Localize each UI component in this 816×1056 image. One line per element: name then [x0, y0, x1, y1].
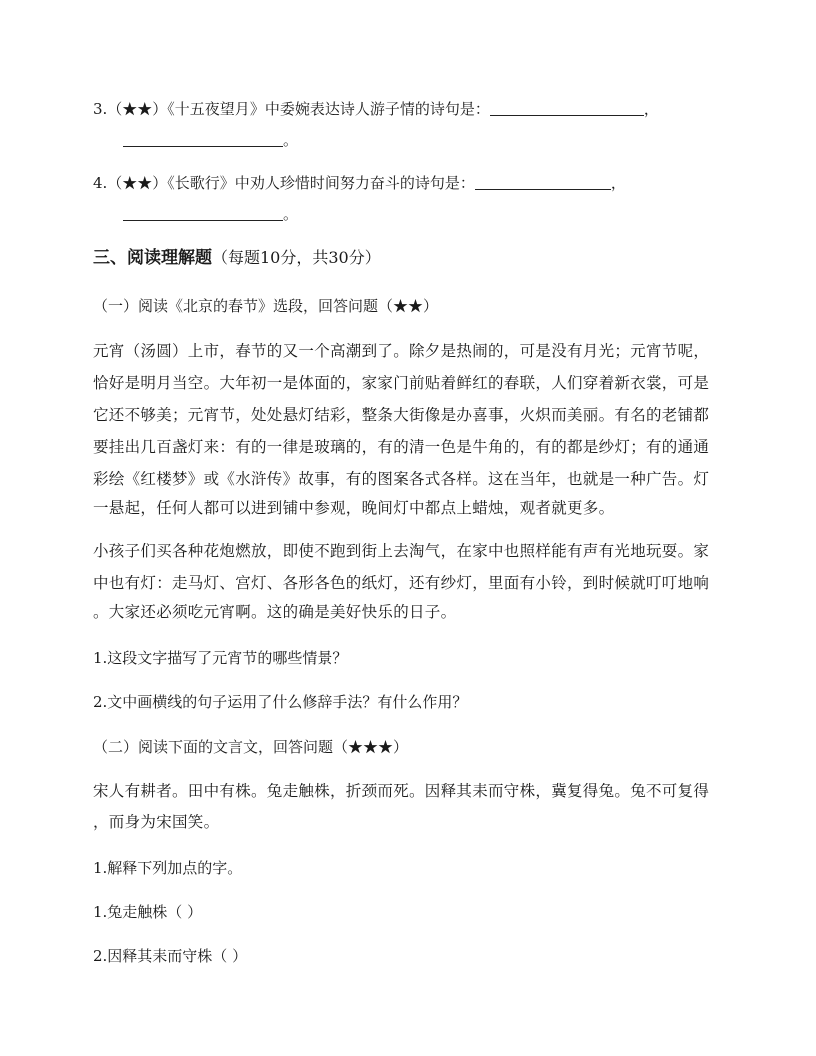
question-item: 2.文中画横线的句子运用了什么修辞手法？有什么作用？	[93, 693, 468, 711]
passage-line: 一悬起，任何人都可以进到铺中参观，晚间灯中都点上蜡烛，观者就更多。	[93, 499, 615, 517]
answer-blank[interactable]	[123, 206, 283, 221]
separator: ，	[610, 174, 626, 192]
passage-line: 。大家还必须吃元宵啊。这的确是美好快乐的日子。	[93, 603, 457, 621]
section-subtitle: （每题10分，共30分）	[212, 248, 381, 267]
passage-line: 宋人有耕者。田中有株。兔走触株，折颈而死。因释其耒而守株，冀复得兔。兔不可复得	[93, 782, 710, 800]
question-4-text: 4.（★★）《长歌行》中劝人珍惜时间努力奋斗的诗句是：	[93, 174, 475, 192]
passage-line: 要挂出几百盏灯来：有的一律是玻璃的，有的清一色是牛角的，有的都是纱灯；有的通通	[93, 438, 710, 456]
passage-line: 恰好是明月当空。大年初一是体面的，家家门前贴着鲜红的春联，人们穿着新衣裳，可是	[93, 374, 710, 392]
answer-item: 2.因释其耒而守株（ ）	[93, 947, 248, 965]
passage-line: 小孩子们买各种花炮燃放，即使不跑到街上去淘气，在家中也照样能有声有光地玩耍。家	[93, 542, 710, 560]
question-item: 1.解释下列加点的字。	[93, 859, 243, 877]
separator: ，	[643, 100, 659, 118]
question-3-line2	[123, 130, 298, 150]
question-4	[93, 173, 626, 193]
answer-blank[interactable]	[475, 175, 611, 190]
period: 。	[283, 205, 299, 223]
part-1-title: （一）阅读《北京的春节》选段，回答问题（★★）	[93, 297, 439, 315]
passage-line: 彩绘《红楼梦》或《水浒传》故事，有的图案各式各样。这在当年，也就是一种广告。灯	[93, 470, 710, 488]
answer-item: 1.兔走触株（ ）	[93, 903, 203, 921]
question-4-line2	[123, 204, 298, 224]
section-heading	[93, 248, 381, 268]
passage-line: 中也有灯：走马灯、宫灯、各形各色的纸灯，还有纱灯，里面有小铃，到时候就叮叮地响	[93, 574, 710, 592]
answer-blank[interactable]	[123, 132, 283, 147]
section-title: 三、阅读理解题	[93, 248, 212, 268]
question-3-text: 3.（★★）《十五夜望月》中委婉表达诗人游子情的诗句是：	[93, 100, 490, 118]
passage-line: ，而身为宋国笑。	[93, 813, 220, 831]
part-2-title: （二）阅读下面的文言文，回答问题（★★★）	[93, 738, 409, 756]
passage-line: 它还不够美；元宵节，处处悬灯结彩，整条大街像是办喜事，火炽而美丽。有名的老铺都	[93, 406, 710, 424]
question-item: 1.这段文字描写了元宵节的哪些情景？	[93, 649, 348, 667]
answer-blank[interactable]	[490, 101, 644, 116]
period: 。	[283, 131, 299, 149]
passage-line: 元宵（汤圆）上市，春节的又一个高潮到了。除夕是热闹的，可是没有月光；元宵节呢，	[93, 342, 710, 360]
question-3	[93, 99, 659, 119]
